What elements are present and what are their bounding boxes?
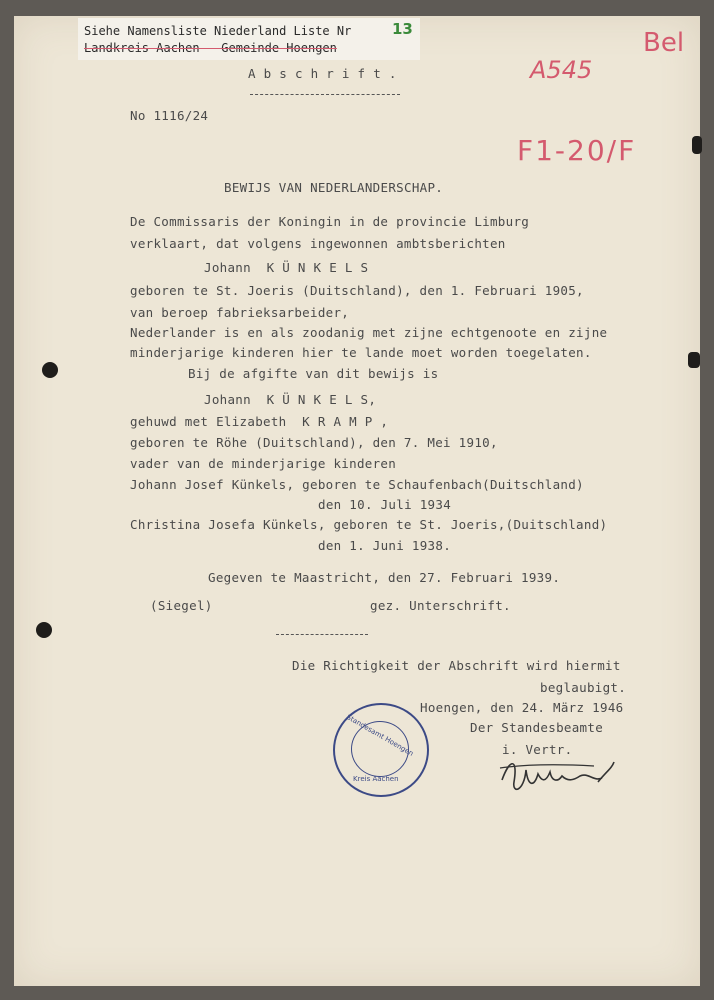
punch-hole bbox=[36, 622, 52, 638]
label-line-2: Landkreis Aachen - Gemeinde Hoengen bbox=[84, 41, 337, 55]
body-line: Christina Josefa Künkels, geboren te St. Joeris,(Duitschland) bbox=[130, 517, 608, 532]
document-heading: A b s c h r i f t . bbox=[248, 66, 397, 81]
body-line: geboren te Röhe (Duitschland), den 7. Mei 1910, bbox=[130, 435, 498, 450]
punch-hole bbox=[688, 352, 700, 368]
body-line: geboren te St. Joeris (Duitschland), den 1. Februari 1905, bbox=[130, 283, 584, 298]
body-line: Bij de afgifte van dit bewijs is bbox=[188, 366, 439, 381]
certification-line: Die Richtigkeit der Abschrift wird hiermit bbox=[292, 658, 621, 673]
name-list-label bbox=[78, 18, 420, 60]
certification-line: Der Standesbeamte bbox=[470, 720, 604, 735]
label-list-number: 13 bbox=[392, 20, 413, 38]
body-line: minderjarige kinderen hier te lande moet worden toegelaten. bbox=[130, 345, 592, 360]
body-line: De Commissaris der Koningin in de provincie Limburg bbox=[130, 214, 530, 229]
body-line: Nederlander is en als zoodanig met zijne echtgenoote en zijne bbox=[130, 325, 608, 340]
stamp-text-top: Standesamt Hoengen bbox=[345, 713, 415, 758]
punch-hole bbox=[692, 136, 702, 154]
body-line: van beroep fabrieksarbeider, bbox=[130, 305, 350, 320]
certification-line: i. Vertr. bbox=[502, 742, 573, 757]
body-line: Gegeven te Maastricht, den 27. Februari 1939. bbox=[208, 570, 561, 585]
seal-note: (Siegel) bbox=[150, 598, 213, 613]
body-line: Johann Josef Künkels, geboren te Schaufenbach(Duitschland) bbox=[130, 477, 584, 492]
body-line: vader van de minderjarige kinderen bbox=[130, 456, 397, 471]
handwritten-signature bbox=[498, 752, 622, 798]
punch-hole bbox=[42, 362, 58, 378]
document-number: No 1116/24 bbox=[130, 108, 209, 123]
certification-line: beglaubigt. bbox=[540, 680, 627, 695]
body-line: den 10. Juli 1934 bbox=[318, 497, 452, 512]
body-line: Johann K Ü N K E L S, bbox=[204, 392, 377, 407]
annotation-ref-a: A545 bbox=[530, 56, 593, 84]
heading-rule bbox=[250, 94, 400, 95]
body-line: gehuwd met Elizabeth K R A M P , bbox=[130, 414, 389, 429]
official-stamp bbox=[333, 703, 429, 797]
stamp-text-bottom: Kreis Aachen bbox=[353, 775, 399, 783]
signature-note: gez. Unterschrift. bbox=[370, 598, 511, 613]
body-line: verklaart, dat volgens ingewonnen ambtsberichten bbox=[130, 236, 506, 251]
label-line-1: Siehe Namensliste Niederland Liste Nr bbox=[84, 24, 352, 38]
annotation-top-right: Bel bbox=[643, 28, 685, 58]
annotation-ref-f: F1-20/F bbox=[517, 134, 637, 167]
body-line: den 1. Juni 1938. bbox=[318, 538, 452, 553]
document-title: BEWIJS VAN NEDERLANDERSCHAP. bbox=[224, 180, 444, 195]
certification-line: Hoengen, den 24. März 1946 bbox=[420, 700, 624, 715]
separator-rule bbox=[276, 634, 368, 635]
body-line: Johann K Ü N K E L S bbox=[204, 260, 369, 275]
